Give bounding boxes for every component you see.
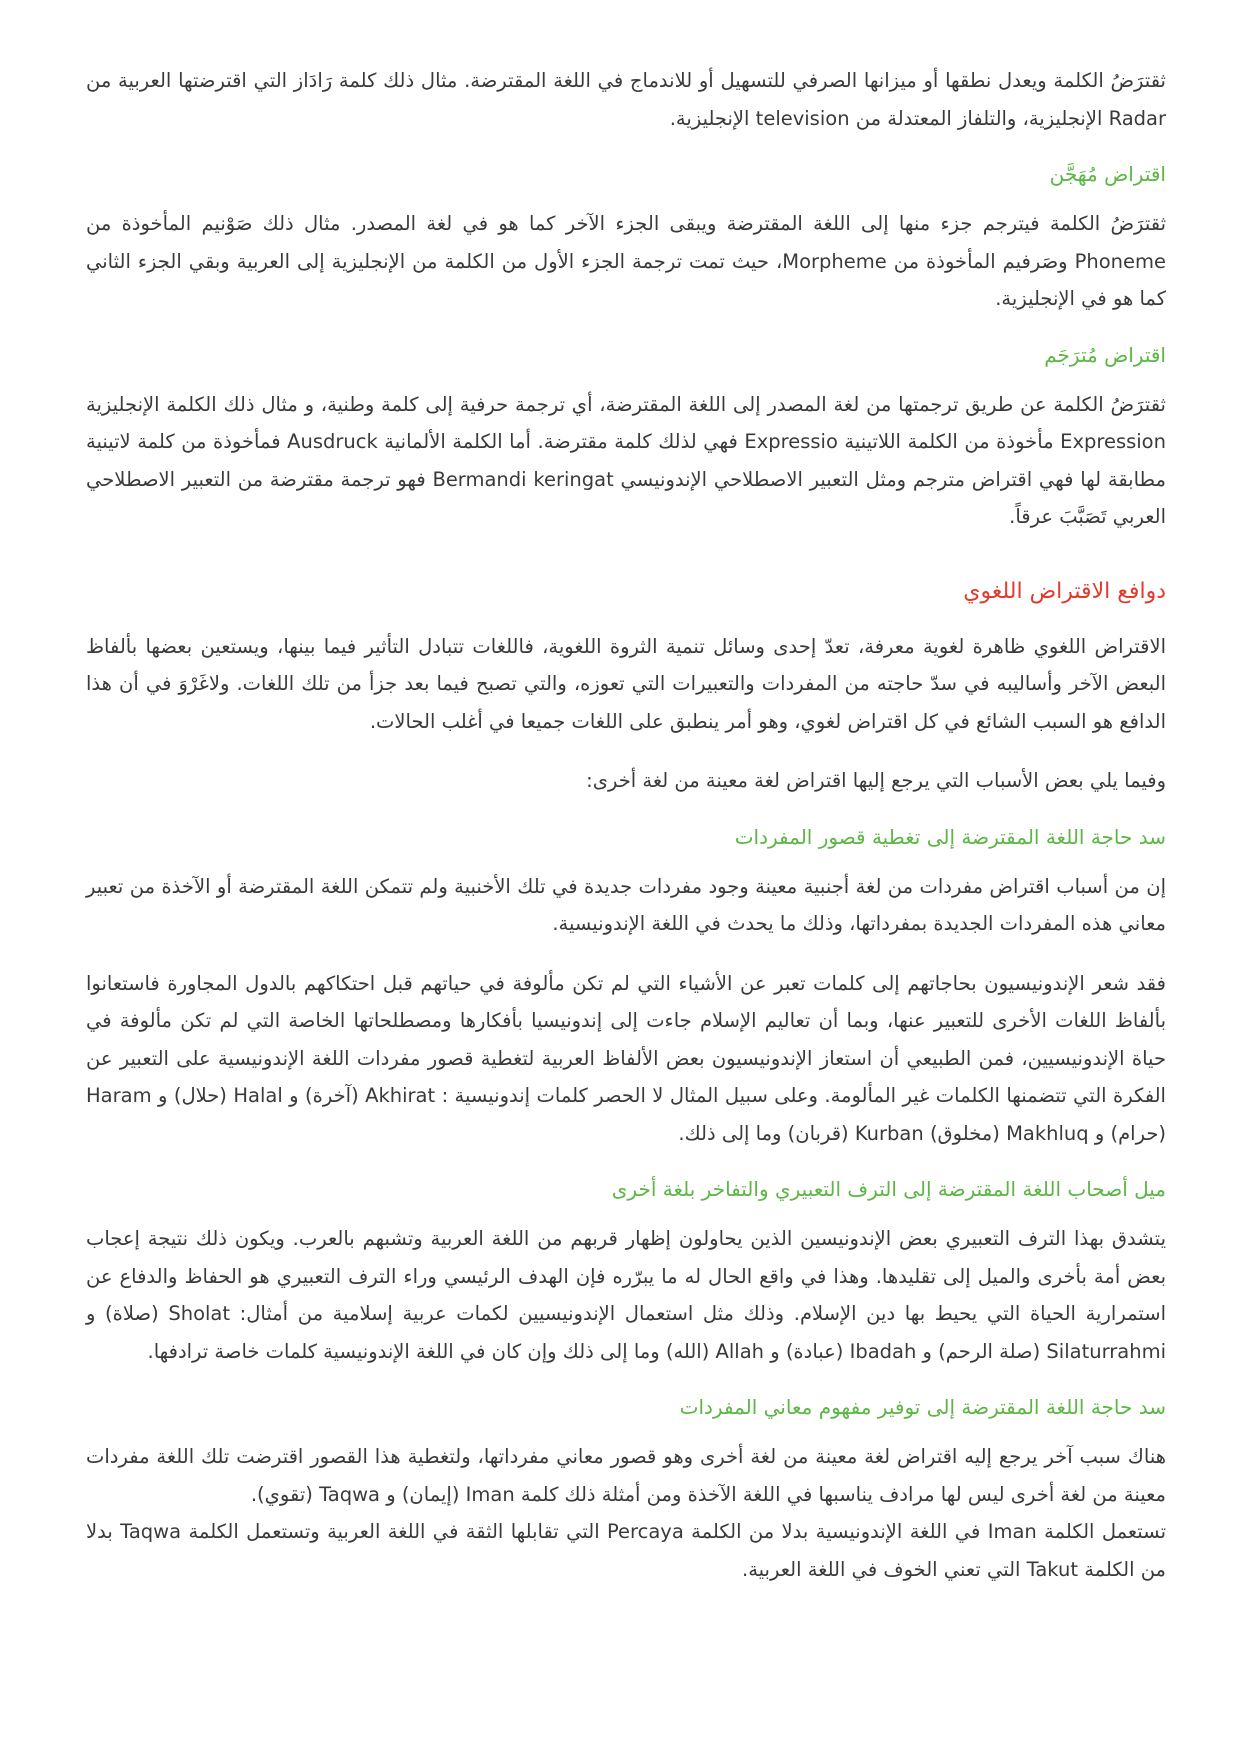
paragraph-modified-borrowing: ثقترَضُ الكلمة ويعدل نطقها أو ميزانها الصرفي للتسهيل أو للاندماج في اللغة المقترضة. مثال ذلك كلمة رَادَاز التي اقترضتها العربية من Radar الإنجليزية، والتلفاز المعتدلة من television الإنجليزية. [86, 69, 1166, 130]
paragraph-indonesian-examples: فقد شعر الإندونيسيون بحاجاتهم إلى كلمات تعبر عن الأشياء التي لم تكن مألوفة في حياتهم قبل احتكاكهم بالدول المجاورة فاستعانوا بألفاظ اللغات الأخرى للتعبير عنها، وبما أن تعاليم الإسلام جاءت إلى إندونيسيا بأفكارها ومصطلحاتها الخاصة التي لم تكن مألوفة في حياة الإندونيسيين، فمن الطبيعي أن استعاز الإندونيسيون بعض الألفاظ العربية لتغطية قصور مفردات اللغة الإندونيسية على التعبير عن الفكرة التي تتضمنها الكلمات غير المألومة. وعلى سبيل المثال لا الحصر كلمات إندونيسية : Akhirat (آخرة) و Halal (حلال) و Haram (حرام) و Makhluq (مخلوق) Kurban (قربان) وما إلى ذلك. [86, 971, 1166, 1145]
subheading-hybrid-borrowing: اقتراض مُهَجَّن [1049, 162, 1166, 186]
paragraph-borrowing-intro: الاقتراض اللغوي ظاهرة لغوية معرفة، تعدّ إحدى وسائل تنمية الثروة اللغوية، فاللغات تتبادل التأثير فيما بينها، ويستعين بعضها بألفاظ البعض الآخر وأساليبه في سدّ حاجته من المفردات والتعبيرات التي تعوزه، والتي تصبح فيما بعد جزأ من تلك اللغات. ولاغَرْوَ في أن هذا الدافع هو السبب الشائع في كل اقتراض لغوي، وهو أمر ينطبق على اللغات جميعا في أغلب الحالات. [86, 634, 1166, 733]
paragraph-meaning-gap: هناك سبب آخر يرجع إليه اقتراض لغة معينة من لغة أخرى وهو قصور معاني مفرداتها، ولتغطية هذا القصور اقترضت تلك اللغة مفردات معينة من لغة أخرى ليس لها مرادف يناسبها في اللغة الآخذة ومن أمثلة ذلك كلمة Iman (إيمان) و Taqwa (تقوي). [86, 1445, 1166, 1506]
subheading-vocabulary-gap: سد حاجة اللغة المقترضة إلى تغطية قصور المفردات [734, 824, 1166, 849]
paragraph-reasons-intro: وفيما يلي بعض الأسباب التي يرجع إليها اقتراض لغة معينة من لغة أخرى: [586, 769, 1166, 792]
paragraph-vocabulary-gap: إن من أسباب اقتراض مفردات من لغة أجنبية معينة وجود مفردات جديدة في تلك الأخنبية ولم تتمكن اللغة المقترضة أو الآخذة من تعبير معاني هذه المفردات الجديدة بمفرداتها، وذلك ما يحدث في اللغة الإندونيسية. [86, 874, 1166, 935]
paragraph-expressive-luxury: يتشدق بهذا الترف التعبيري بعض الإندونيسين الذين يحاولون إظهار قربهم من اللغة العربية وتشبهم بالعرب. ويكون ذلك نتيجة إعجاب بعض أمة بأخرى والميل إلى تقليدها. وهذا في واقع الحال له ما يبرّره فإن الهدف الرئيسي وراء الترف التعبيري هو الحفاظ والدفاع عن استمرارية الحياة التي يحيط بها دين الإسلام. وذلك مثل استعمال الإندونيسيين لكمات عربية إسلامية من أمثال: Sholat (صلاة) و Silaturrahmi (صلة الرحم) و Ibadah (عبادة) و Allah (الله) وما إلى ذلك وإن كان في اللغة الإندونيسية كلمات خاصة ترادفها. [86, 1227, 1166, 1363]
section-title-borrowing-motives: دوافع الاقتراض اللغوي [963, 578, 1166, 604]
paragraph-iman-taqwa: تستعمل الكلمة Iman في اللغة الإندونيسية بدلا من الكلمة Percaya التي تقابلها الثقة في اللغة العربية وتستعمل الكلمة Taqwa بدلا من الكلمة Takut التي تعني الخوف في اللغة العربية. [86, 1520, 1166, 1581]
paragraph-hybrid-borrowing: ثقترَضُ الكلمة فيترجم جزء منها إلى اللغة المقترضة ويبقى الجزء الآخر كما هو في لغة المصدر. مثال ذلك صَوْنيم المأخوذة من Phoneme وصَرفيم المأخوذة من Morpheme، حيث تمت ترجمة الجزء الأول من الكلمة من الإنجليزية إلى العربية وبقي الجزء الثاني كما هو في الإنجليزية. [86, 212, 1166, 310]
paragraph-translated-borrowing: ثقترَضُ الكلمة عن طريق ترجمتها من لغة المصدر إلى اللغة المقترضة، أي ترجمة حرفية إلى كلمة وطنية، و مثال ذلك الكلمة الإنجليزية Expression مأخوذة من الكلمة اللاتينية Expressio فهي لذلك كلمة مقترضة. أما الكلمة الألمانية Ausdruck فمأخوذة من كلمة لاتينية مطابقة لها فهي اقتراض مترجم ومثل التعبير الاصطلاحي الإندونيسي Bermandi keringat فهو ترجمة مقترضة من التعبير الاصطلاحي العربي تَصَبَّبَ عرقاً. [86, 392, 1166, 528]
subheading-meaning-gap: سد حاجة اللغة المقترضة إلى توفير مفهوم معاني المفردات [679, 1395, 1166, 1419]
subheading-expressive-luxury: ميل أصحاب اللغة المقترضة إلى الترف التعبيري والتفاخر بلغة أخرى [611, 1177, 1166, 1201]
subheading-translated-borrowing: اقتراض مُترَجَم [1044, 342, 1166, 367]
